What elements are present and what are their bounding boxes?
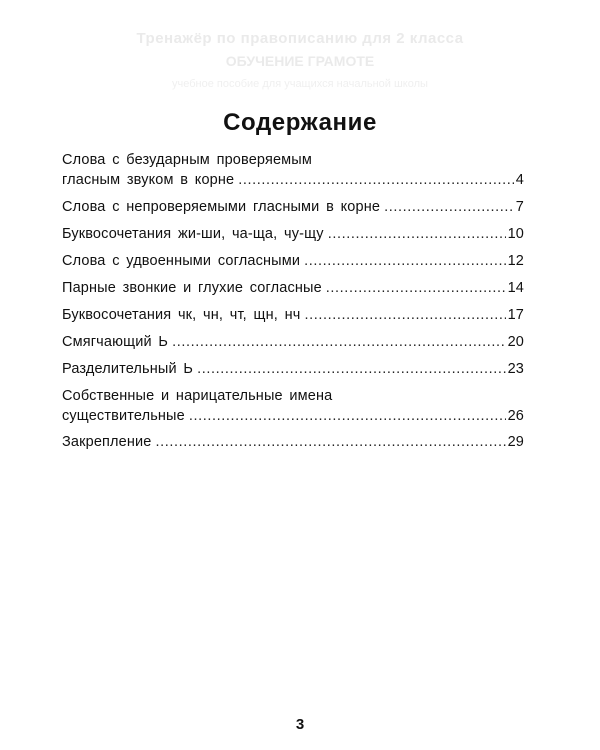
- toc-page-number: 14: [507, 280, 524, 296]
- toc-entry: [62, 359, 524, 379]
- dot-leader: [197, 359, 505, 379]
- dot-leader: [172, 332, 506, 352]
- toc-entry: [62, 386, 524, 426]
- table-of-contents: [62, 150, 524, 452]
- toc-entry-title: существительные: [62, 408, 185, 424]
- toc-entry: [62, 150, 524, 190]
- page-number: 3: [295, 716, 305, 733]
- toc-entry-title: Разделительный Ь: [62, 361, 194, 377]
- toc-entry-title: Слова с непроверяемыми гласными в корне: [62, 199, 381, 215]
- toc-entry-title: Буквосочетания чк, чн, чт, щн, нч: [62, 307, 301, 323]
- toc-page-number: 12: [507, 253, 524, 269]
- toc-page-number: 7: [515, 199, 524, 215]
- dot-leader: [326, 278, 506, 298]
- dot-leader: [156, 432, 506, 452]
- toc-entry: [62, 432, 524, 452]
- toc-page-number: 20: [507, 334, 524, 350]
- dot-leader: [304, 251, 505, 271]
- bleed-through-text: ОБУЧЕНИЕ ГРАМОТЕ: [225, 53, 375, 69]
- toc-page-number: 17: [507, 307, 524, 323]
- toc-entry-title: Слова с удвоенными согласными: [62, 253, 301, 269]
- dot-leader: [384, 197, 514, 217]
- toc-page-number: 26: [507, 408, 524, 424]
- toc-entry-title: гласным звуком в корне: [62, 172, 235, 188]
- bleed-through-text: Тренажёр по правописанию для 2 класса: [136, 30, 464, 47]
- dot-leader: [238, 170, 514, 190]
- toc-page-number: 4: [515, 172, 524, 188]
- dot-leader: [328, 224, 506, 244]
- toc-entry-title: Закрепление: [62, 434, 152, 450]
- toc-entry-title-line: Собственные и нарицательные имена: [62, 388, 333, 404]
- toc-page-number: 10: [507, 226, 524, 242]
- toc-entry-title-line: Слова с безударным проверяемым: [62, 152, 312, 168]
- page-title: Содержание: [223, 109, 377, 136]
- dot-leader: [189, 406, 506, 426]
- toc-entry-title: Парные звонкие и глухие согласные: [62, 280, 322, 296]
- toc-entry: [62, 197, 524, 217]
- toc-entry: [62, 251, 524, 271]
- toc-entry: [62, 305, 524, 325]
- toc-page-number: 29: [507, 434, 524, 450]
- dot-leader: [304, 305, 505, 325]
- toc-entry-title: Смягчающий Ь: [62, 334, 169, 350]
- toc-entry: [62, 224, 524, 244]
- toc-page-number: 23: [507, 361, 524, 377]
- toc-entry: [62, 332, 524, 352]
- toc-entry-title: Буквосочетания жи-ши, ча-ща, чу-щу: [62, 226, 324, 242]
- toc-entry: [62, 278, 524, 298]
- bleed-through-text: учебное пособие для учащихся начальной школы: [172, 78, 428, 90]
